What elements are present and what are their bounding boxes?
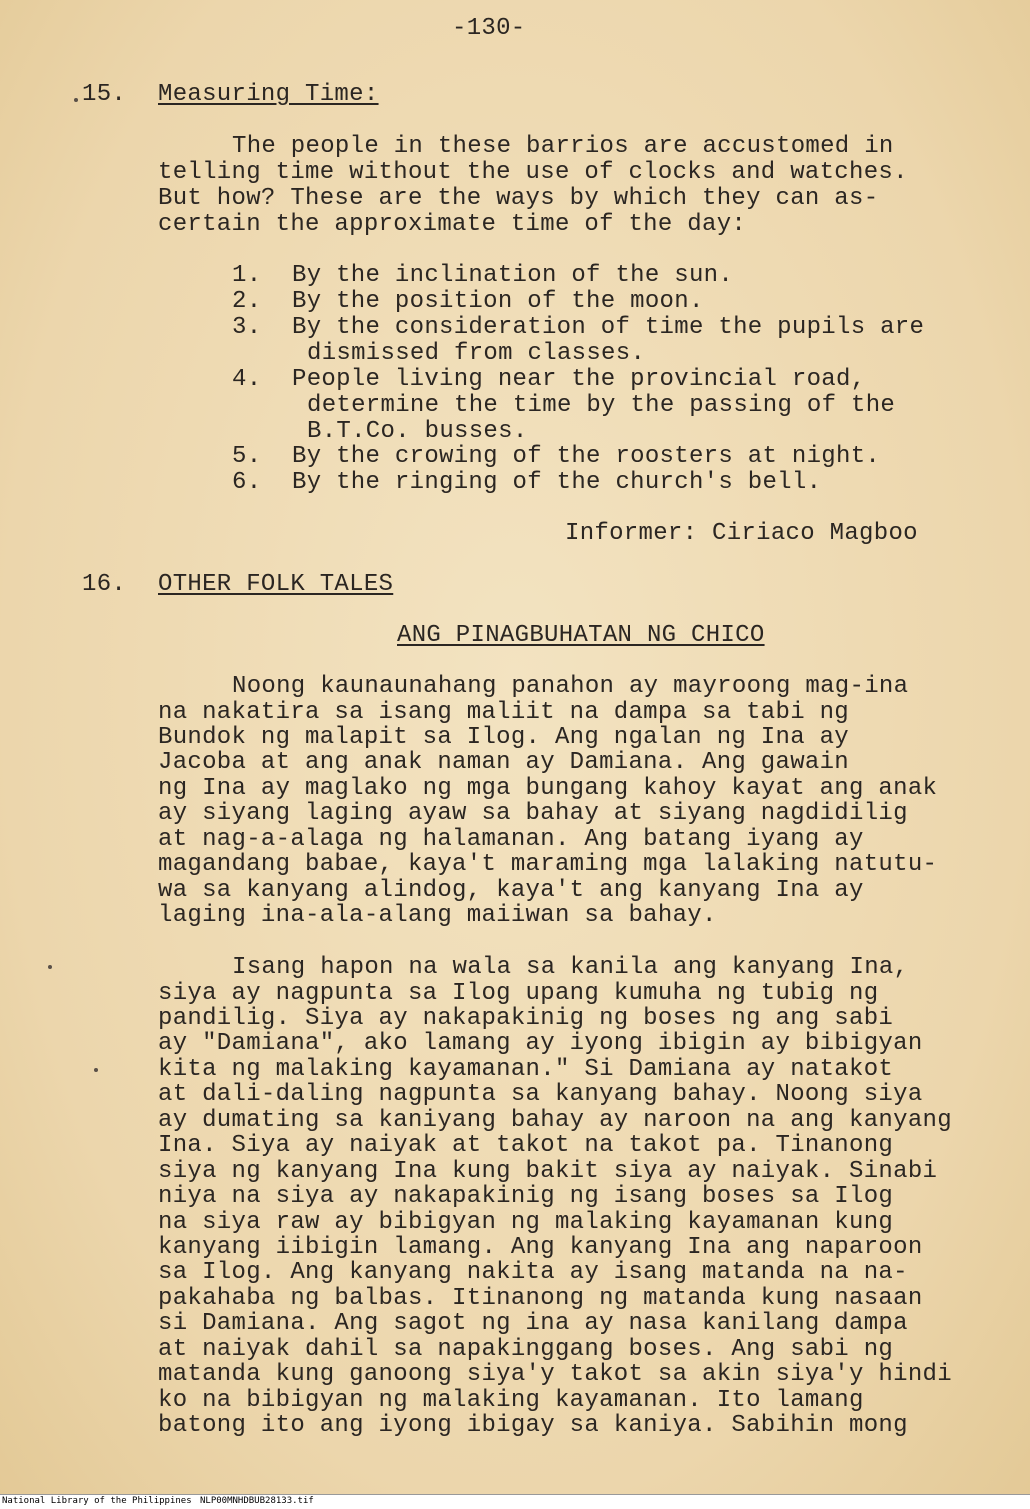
paragraph-line: kita ng malaking kayamanan." Si Damiana ay natakot [158,1056,894,1083]
paragraph-line: sa Ilog. Ang kanyang nakita ay isang matanda na na- [158,1259,908,1286]
paragraph-line: wa sa kanyang alindog, kaya't ang kanyang Ina ay [158,877,864,904]
section-15-title: Measuring Time: [158,81,379,108]
page-number: -130- [452,15,526,42]
paragraph-line: siya ng kanyang Ina kung bakit siya ay naiyak. Sinabi [158,1158,938,1185]
list-number: 3. [232,314,262,341]
informer-credit: Informer: Ciriaco Magboo [565,520,918,547]
list-item-text: By the ringing of the church's bell. [292,469,822,496]
list-number: 1. [232,262,262,289]
paragraph-line: si Damiana. Ang sagot ng ina ay nasa kanilang dampa [158,1310,908,1337]
scan-footer [0,1494,1030,1509]
paragraph-line: Ina. Siya ay naiyak at takot na takot pa. Tinanong [158,1132,894,1159]
story-title: ANG PINAGBUHATAN NG CHICO [397,622,765,649]
footer-library-name: National Library of the Philippines [2,1496,192,1506]
list-number: 5. [232,443,262,470]
paragraph-line: kanyang iibigin lamang. Ang kanyang Ina ang naparoon [158,1234,923,1261]
paragraph-line: ng Ina ay maglako ng mga bungang kahoy kayat ang anak [158,775,938,802]
list-item-text: By the consideration of time the pupils are [292,314,925,341]
paragraph-line: at nag-a-alaga ng halamanan. Ang batang iyang ay [158,826,864,853]
list-number: 4. [232,366,262,393]
list-item-text: People living near the provincial road, [292,366,866,393]
paragraph-line: matanda kung ganoong siya'y takot sa akin siya'y hindi [158,1361,952,1388]
list-item-text: B.T.Co. busses. [307,418,528,445]
list-item-text: By the position of the moon. [292,288,704,315]
scan-speck [94,1068,98,1072]
section-16-title: OTHER FOLK TALES [158,571,394,598]
paragraph-line: batong ito ang iyong ibigay sa kaniya. Sabihin mong [158,1412,908,1439]
paragraph-line: magandang babae, kaya't maraming mga lalaking natutu- [158,851,938,878]
paragraph-line: pandilig. Siya ay nakapakinig ng boses ng ang sabi [158,1005,894,1032]
paragraph-line: ay siyang laging ayaw sa bahay at siyang nagdidilig [158,800,908,827]
scan-speck [74,98,78,102]
section-15-number: 15. [82,81,127,108]
list-number: 2. [232,288,262,315]
paragraph-line: Jacoba at ang anak naman ay Damiana. Ang gawain [158,749,850,776]
paragraph-line: ay dumating sa kaniyang bahay ay naroon na ang kanyang [158,1107,952,1134]
paragraph-line: siya ay nagpunta sa Ilog upang kumuha ng tubig ng [158,980,879,1007]
list-item-text: determine the time by the passing of the [307,392,896,419]
paragraph-line: na nakatira sa isang maliit na dampa sa tabi ng [158,699,850,726]
paragraph-line: pakahaba ng balbas. Itinanong ng matanda kung nasaan [158,1285,923,1312]
footer-file-name: NLP00MNHDBUB28133.tif [200,1496,314,1506]
paragraph-line: Noong kaunaunahang panahon ay mayroong mag-ina [232,673,909,700]
paragraph-line: at dali-daling nagpunta sa kanyang bahay. Noong siya [158,1081,923,1108]
scan-speck [48,965,52,969]
paragraph-line: na siya raw ay bibigyan ng malaking kayamanan kung [158,1209,894,1236]
paragraph-line: niya na siya ay nakapakinig ng isang boses sa Ilog [158,1183,894,1210]
section-15-intro-line: telling time without the use of clocks and watches. [158,159,908,186]
section-15-intro-line: But how? These are the ways by which they can as- [158,185,879,212]
paragraph-line: Bundok ng malapit sa Ilog. Ang ngalan ng Ina ay [158,724,850,751]
section-15-intro-line: The people in these barrios are accustomed in [232,133,894,160]
list-item-text: By the crowing of the roosters at night. [292,443,881,470]
list-number: 6. [232,469,262,496]
paragraph-line: at naiyak dahil sa napakinggang boses. Ang sabi ng [158,1336,894,1363]
list-item-text: dismissed from classes. [307,340,646,367]
section-15-intro-line: certain the approximate time of the day: [158,211,747,238]
paragraph-line: laging ina-ala-alang maiiwan sa bahay. [158,902,717,929]
paragraph-line: Isang hapon na wala sa kanila ang kanyang Ina, [232,954,909,981]
section-16-number: 16. [82,571,127,598]
paragraph-line: ay "Damiana", ako lamang ay iyong ibigin ay bibigyan [158,1030,923,1057]
list-item-text: By the inclination of the sun. [292,262,734,289]
paragraph-line: ko na bibigyan ng malaking kayamanan. Ito lamang [158,1387,864,1414]
